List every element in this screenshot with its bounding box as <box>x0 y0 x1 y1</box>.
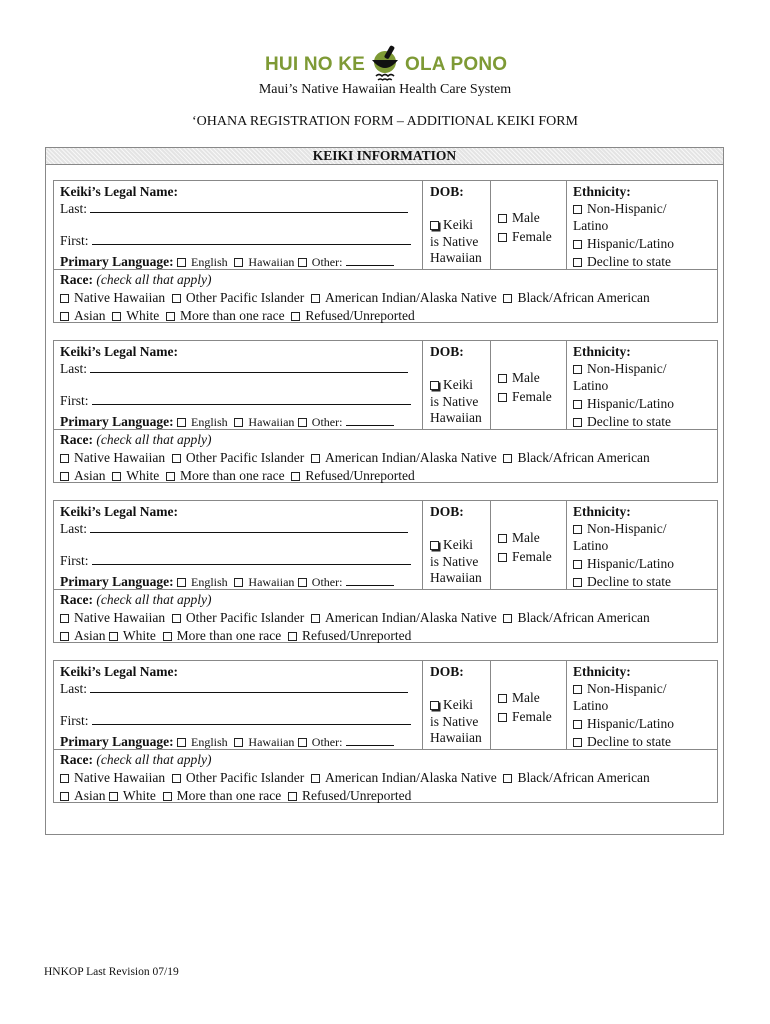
race-options-row-1: Native Hawaiian Other Pacific Islander American Indian/Alaska Native Black/African American <box>60 609 650 626</box>
hawaiian-checkbox[interactable] <box>234 418 243 427</box>
race-refused-checkbox[interactable] <box>288 632 297 641</box>
race-black-checkbox[interactable] <box>503 454 512 463</box>
keiki-native-hawaiian-option[interactable]: Keiki <box>430 216 473 233</box>
first-name-field[interactable]: First: <box>60 232 411 249</box>
race-native-hawaiian-checkbox[interactable] <box>60 614 69 623</box>
legal-name-label: Keiki’s Legal Name: <box>60 664 178 679</box>
race-asian-checkbox[interactable] <box>60 632 69 641</box>
race-more-checkbox[interactable] <box>166 472 175 481</box>
race-american-indian-checkbox[interactable] <box>311 454 320 463</box>
native-hawaiian-checkbox[interactable] <box>430 221 439 230</box>
ethnicity-label: Ethnicity: <box>573 184 631 199</box>
primary-language-row: Primary Language: English Hawaiian Other: <box>60 733 394 751</box>
male-option[interactable]: Male <box>498 369 540 386</box>
keiki-native-hawaiian-option[interactable]: Keiki <box>430 536 473 553</box>
female-option[interactable]: Female <box>498 548 552 565</box>
first-name-field[interactable]: First: <box>60 552 411 569</box>
race-label: Race: (check all that apply) <box>60 752 212 767</box>
race-native-hawaiian-checkbox[interactable] <box>60 774 69 783</box>
non-hispanic-checkbox[interactable] <box>573 525 582 534</box>
other-language-field[interactable] <box>346 413 394 426</box>
non-hispanic-option[interactable]: Non-Hispanic/ <box>573 360 666 377</box>
native-hawaiian-checkbox[interactable] <box>430 381 439 390</box>
first-name-field[interactable]: First: <box>60 392 411 409</box>
race-options-row-2: Asian White More than one race Refused/Unreported <box>60 627 411 644</box>
ethnicity-label: Ethnicity: <box>573 344 631 359</box>
other-language-checkbox[interactable] <box>298 738 307 747</box>
race-pacific-checkbox[interactable] <box>172 774 181 783</box>
footer-revision: HNKOP Last Revision 07/19 <box>44 966 179 978</box>
race-black-checkbox[interactable] <box>503 774 512 783</box>
native-hawaiian-checkbox[interactable] <box>430 541 439 550</box>
hispanic-checkbox[interactable] <box>573 560 582 569</box>
male-checkbox[interactable] <box>498 374 507 383</box>
last-name-field[interactable]: Last: <box>60 520 408 537</box>
logo <box>0 42 770 82</box>
race-white-checkbox[interactable] <box>109 792 118 801</box>
race-options-row-2: Asian White More than one race Refused/Unreported <box>60 467 415 484</box>
decline-checkbox[interactable] <box>573 578 582 587</box>
race-native-hawaiian-checkbox[interactable] <box>60 454 69 463</box>
logo-text-right: OLA PONO <box>405 54 508 75</box>
male-checkbox[interactable] <box>498 214 507 223</box>
dob-label: DOB: <box>430 664 464 679</box>
legal-name-label: Keiki’s Legal Name: <box>60 504 178 519</box>
non-hispanic-option[interactable]: Non-Hispanic/ <box>573 680 666 697</box>
male-option[interactable]: Male <box>498 529 540 546</box>
section-title: KEIKI INFORMATION <box>46 148 723 165</box>
race-white-checkbox[interactable] <box>112 312 121 321</box>
ethnicity-label: Ethnicity: <box>573 664 631 679</box>
male-option[interactable]: Male <box>498 689 540 706</box>
subtitle: Maui’s Native Hawaiian Health Care System <box>258 82 512 97</box>
english-checkbox[interactable] <box>177 258 186 267</box>
female-checkbox[interactable] <box>498 233 507 242</box>
primary-language-row: Primary Language: English Hawaiian Other: <box>60 413 394 431</box>
race-options-row-1: Native Hawaiian Other Pacific Islander American Indian/Alaska Native Black/African American <box>60 449 650 466</box>
hawaiian-checkbox[interactable] <box>234 738 243 747</box>
keiki-block-4: Keiki’s Legal Name: Last: First: Primary Language: English Hawaiian Other: DOB: Keiki is Native Hawaiian Male Female Ethnicity: Non-Hispanic/ Latino Hispanic/Latino Decline to state Race: (check all that apply) Native Hawaiian Other Pacific Islander American Indian/Alaska Native Black/African American Asian White More than one race Refused/Unreported <box>53 660 718 803</box>
decline-option[interactable]: Decline to state <box>573 733 671 750</box>
race-more-checkbox[interactable] <box>163 632 172 641</box>
decline-option[interactable]: Decline to state <box>573 413 671 430</box>
dob-label: DOB: <box>430 344 464 359</box>
race-asian-checkbox[interactable] <box>60 312 69 321</box>
hispanic-option[interactable]: Hispanic/Latino <box>573 715 674 732</box>
race-more-checkbox[interactable] <box>166 312 175 321</box>
decline-checkbox[interactable] <box>573 258 582 267</box>
primary-language-row: Primary Language: English Hawaiian Other: <box>60 573 394 591</box>
non-hispanic-checkbox[interactable] <box>573 205 582 214</box>
race-options-row-1: Native Hawaiian Other Pacific Islander American Indian/Alaska Native Black/African American <box>60 289 650 306</box>
decline-checkbox[interactable] <box>573 738 582 747</box>
female-checkbox[interactable] <box>498 553 507 562</box>
keiki-block-1: Keiki’s Legal Name: Last: First: Primary Language: English Hawaiian Other: DOB: Keiki is Native Hawaiian Male Female Ethnicity: Non-Hispanic/ Latino Hispanic/Latino Decline to state Race: (check all that apply) Native Hawaiian Other Pacific Islander American Indian/Alaska Native Black/African American Asian White More than one race Refused/Unreported <box>53 180 718 323</box>
keiki-native-hawaiian-option[interactable]: Keiki <box>430 696 473 713</box>
legal-name-label: Keiki’s Legal Name: <box>60 344 178 359</box>
race-white-checkbox[interactable] <box>112 472 121 481</box>
race-asian-checkbox[interactable] <box>60 792 69 801</box>
other-language-checkbox[interactable] <box>298 418 307 427</box>
race-american-indian-checkbox[interactable] <box>311 294 320 303</box>
female-option[interactable]: Female <box>498 388 552 405</box>
last-name-field[interactable]: Last: <box>60 680 408 697</box>
last-name-field[interactable]: Last: <box>60 360 408 377</box>
race-options-row-2: Asian White More than one race Refused/Unreported <box>60 787 411 804</box>
other-language-field[interactable] <box>346 573 394 586</box>
decline-option[interactable]: Decline to state <box>573 253 671 270</box>
logo-text-left: HUI NO KE <box>265 54 365 75</box>
decline-option[interactable]: Decline to state <box>573 573 671 590</box>
last-name-field[interactable]: Last: <box>60 200 408 217</box>
hispanic-checkbox[interactable] <box>573 240 582 249</box>
keiki-block-3: Keiki’s Legal Name: Last: First: Primary Language: English Hawaiian Other: DOB: Keiki is Native Hawaiian Male Female Ethnicity: Non-Hispanic/ Latino Hispanic/Latino Decline to state Race: (check all that apply) Native Hawaiian Other Pacific Islander American Indian/Alaska Native Black/African American Asian White More than one race Refused/Unreported <box>53 500 718 643</box>
race-american-indian-checkbox[interactable] <box>311 774 320 783</box>
other-language-field[interactable] <box>346 733 394 746</box>
male-option[interactable]: Male <box>498 209 540 226</box>
race-options-row-1: Native Hawaiian Other Pacific Islander American Indian/Alaska Native Black/African American <box>60 769 650 786</box>
male-checkbox[interactable] <box>498 694 507 703</box>
other-language-checkbox[interactable] <box>298 258 307 267</box>
hawaiian-checkbox[interactable] <box>234 578 243 587</box>
english-checkbox[interactable] <box>177 418 186 427</box>
english-checkbox[interactable] <box>177 578 186 587</box>
race-black-checkbox[interactable] <box>503 614 512 623</box>
race-native-hawaiian-checkbox[interactable] <box>60 294 69 303</box>
hispanic-checkbox[interactable] <box>573 720 582 729</box>
hispanic-checkbox[interactable] <box>573 400 582 409</box>
race-pacific-checkbox[interactable] <box>172 454 181 463</box>
female-option[interactable]: Female <box>498 708 552 725</box>
race-pacific-checkbox[interactable] <box>172 294 181 303</box>
female-option[interactable]: Female <box>498 228 552 245</box>
female-checkbox[interactable] <box>498 393 507 402</box>
dob-label: DOB: <box>430 184 464 199</box>
decline-checkbox[interactable] <box>573 418 582 427</box>
dob-label: DOB: <box>430 504 464 519</box>
mortar-pestle-icon <box>367 42 403 82</box>
race-label: Race: (check all that apply) <box>60 272 212 287</box>
hispanic-option[interactable]: Hispanic/Latino <box>573 395 674 412</box>
race-asian-checkbox[interactable] <box>60 472 69 481</box>
other-language-field[interactable] <box>346 253 394 266</box>
first-name-field[interactable]: First: <box>60 712 411 729</box>
race-black-checkbox[interactable] <box>503 294 512 303</box>
hispanic-option[interactable]: Hispanic/Latino <box>573 555 674 572</box>
male-checkbox[interactable] <box>498 534 507 543</box>
form-title: ‘OHANA REGISTRATION FORM – ADDITIONAL KEIKI FORM <box>191 114 579 129</box>
non-hispanic-checkbox[interactable] <box>573 365 582 374</box>
non-hispanic-option[interactable]: Non-Hispanic/ <box>573 200 666 217</box>
non-hispanic-checkbox[interactable] <box>573 685 582 694</box>
race-pacific-checkbox[interactable] <box>172 614 181 623</box>
race-options-row-2: Asian White More than one race Refused/Unreported <box>60 307 415 324</box>
english-checkbox[interactable] <box>177 738 186 747</box>
race-white-checkbox[interactable] <box>109 632 118 641</box>
race-more-checkbox[interactable] <box>163 792 172 801</box>
keiki-native-hawaiian-option[interactable]: Keiki <box>430 376 473 393</box>
legal-name-label: Keiki’s Legal Name: <box>60 184 178 199</box>
race-refused-checkbox[interactable] <box>291 312 300 321</box>
keiki-block-2: Keiki’s Legal Name: Last: First: Primary Language: English Hawaiian Other: DOB: Keiki is Native Hawaiian Male Female Ethnicity: Non-Hispanic/ Latino Hispanic/Latino Decline to state Race: (check all that apply) Native Hawaiian Other Pacific Islander American Indian/Alaska Native Black/African American Asian White More than one race Refused/Unreported <box>53 340 718 483</box>
other-language-checkbox[interactable] <box>298 578 307 587</box>
race-label: Race: (check all that apply) <box>60 432 212 447</box>
female-checkbox[interactable] <box>498 713 507 722</box>
race-label: Race: (check all that apply) <box>60 592 212 607</box>
hispanic-option[interactable]: Hispanic/Latino <box>573 235 674 252</box>
native-hawaiian-checkbox[interactable] <box>430 701 439 710</box>
non-hispanic-option[interactable]: Non-Hispanic/ <box>573 520 666 537</box>
ethnicity-label: Ethnicity: <box>573 504 631 519</box>
race-refused-checkbox[interactable] <box>291 472 300 481</box>
race-refused-checkbox[interactable] <box>288 792 297 801</box>
race-american-indian-checkbox[interactable] <box>311 614 320 623</box>
hawaiian-checkbox[interactable] <box>234 258 243 267</box>
primary-language-row: Primary Language: English Hawaiian Other: <box>60 253 394 271</box>
